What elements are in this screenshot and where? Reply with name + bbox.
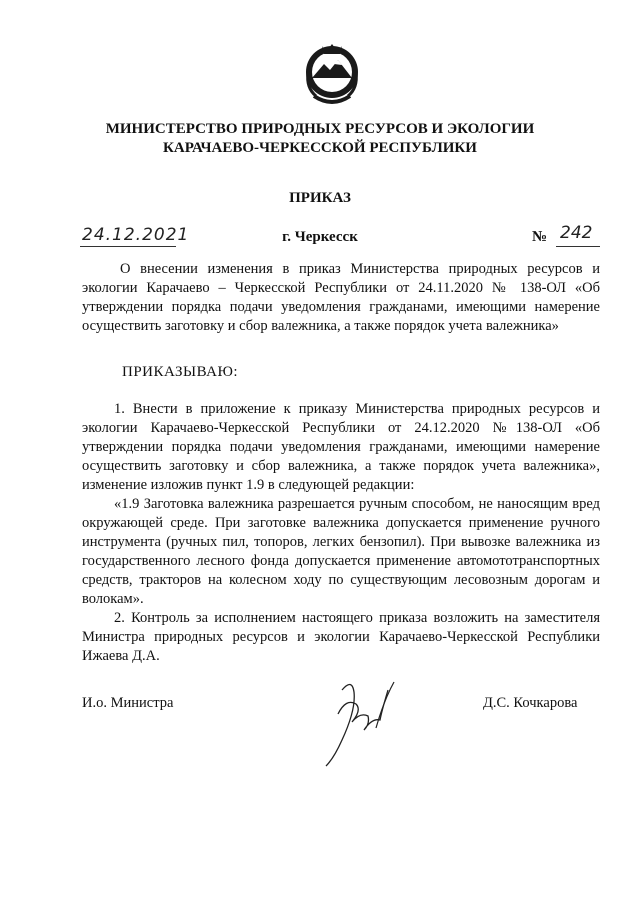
signatory-name: Д.С. Кочкарова: [483, 695, 578, 711]
city-label: г. Черкесск: [282, 229, 358, 245]
handwritten-date: 24.12.2021: [82, 225, 190, 245]
document-type-title: ПРИКАЗ: [289, 190, 351, 206]
ministry-name-line2: КАРАЧАЕВО-ЧЕРКЕССКОЙ РЕСПУБЛИКИ: [163, 140, 477, 156]
number-underline: [556, 246, 600, 247]
order-body: [82, 400, 600, 666]
handwritten-number: 242: [560, 223, 593, 243]
signatory-position: И.о. Министра: [82, 695, 174, 711]
order-directive: ПРИКАЗЫВАЮ:: [122, 364, 239, 380]
handwritten-signature: [312, 670, 404, 770]
order-item-quote: «1.9 Заготовка валежника разрешается ручным способом, не наносящим вред окружающей среде. При заготовке валежника допускается применение ручного инструмента (ручных пил, топоров, легких бензопил). При вывозке валежника из государственного лесного фонда допускается применение автомототранспортных средств, тракторов на колесном ходу по существующим лесовозным дорогам и волокам».: [82, 496, 600, 607]
date-number-row: [0, 225, 640, 249]
order-item-1: 1. Внести в приложение к приказу Министерства природных ресурсов и экологии Карачаево-Черкесской Республики от 24.12.2020 №138-ОЛ «Об утверждении порядка подачи уведомления гражданами, имеющими намерение осуществить заготовку и сбор валежника, а также порядок учета валежника», изменение изложив пункт 1.9 в следующей редакции:: [82, 401, 600, 493]
date-underline: [80, 246, 176, 247]
ministry-name-line1: МИНИСТЕРСТВО ПРИРОДНЫХ РЕСУРСОВ И ЭКОЛОГИИ: [105, 121, 535, 137]
order-item-2: 2. Контроль за исполнением настоящего приказа возложить на заместителя Министра природных ресурсов и экологии Карачаево-Черкесской Республики Ижаева Д.А.: [82, 610, 600, 664]
number-label: №: [532, 229, 548, 245]
order-subject: О внесении изменения в приказ Министерства природных ресурсов и экологии Карачаево – Черкесской Республики от 24.11.2020 № 138-ОЛ «Об утверждении порядка подачи уведомления гражданами, имеющими намерение осуществить заготовку и сбор валежника, а также порядок учета валежника»: [82, 261, 600, 334]
coat-of-arms-icon: [300, 38, 364, 110]
